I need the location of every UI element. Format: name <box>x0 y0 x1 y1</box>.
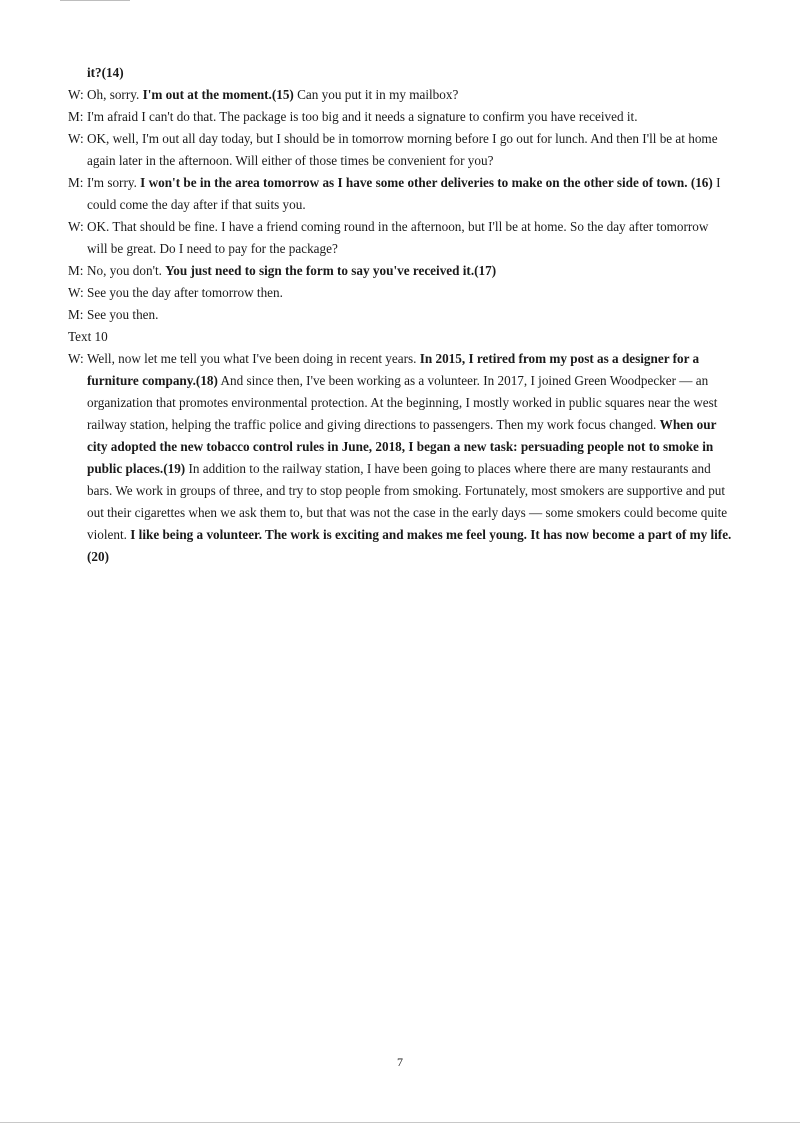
transcript-line <box>68 326 732 348</box>
answer-clue: it?(14) <box>87 65 124 80</box>
section-text <box>68 62 732 84</box>
transcript-line <box>68 304 732 326</box>
text-segment: OK. That should be fine. I have a friend coming round in the afternoon, but I'll be at home. So the day after tomorrow will be great. Do I need to pay for the package? <box>87 219 709 256</box>
transcript-line <box>68 172 732 216</box>
utterance <box>68 84 732 106</box>
answer-clue: I won't be in the area tomorrow as I have some other deliveries to make on the other side of town. (16) <box>140 175 713 190</box>
answer-clue: In 2015, I retired from my post as a designer for a furniture company.(18) <box>87 351 700 388</box>
page-number: 7 <box>397 1055 403 1069</box>
transcript <box>68 62 732 568</box>
speaker-label: W: <box>68 131 84 146</box>
text-segment: I'm afraid I can't do that. The package is too big and it needs a signature to confirm you have received it. <box>87 109 638 124</box>
speaker-label: M: <box>68 263 84 278</box>
text-segment: OK, well, I'm out all day today, but I should be in tomorrow morning before I go out for lunch. And then I'll be at home again later in the afternoon. Will either of those times be convenient for you? <box>87 131 718 168</box>
transcript-line <box>68 62 732 84</box>
section-text <box>68 326 732 348</box>
text-segment: See you the day after tomorrow then. <box>87 285 283 300</box>
text-segment: And since then, I've been working as a volunteer. In 2017, I joined Green Woodpecker — an organization that promotes environmental protection. At the beginning, I mostly worked in public squares near the west railway station, helping the traffic police and giving directions to passengers. Then my work focus changed. <box>87 373 718 432</box>
text-segment: In addition to the railway station, I have been going to places where there are many restaurants and bars. We work in groups of three, and try to stop people from smoking. Fortunately, most smokers are supportive and put out their cigarettes when we ask them to, but that was not the case in the early days — some smokers could become quite violent. <box>87 461 728 542</box>
utterance <box>68 216 732 260</box>
bottom-rule <box>0 1122 800 1123</box>
speaker-label: W: <box>68 219 84 234</box>
transcript-line <box>68 260 732 282</box>
transcript-line <box>68 216 732 260</box>
top-rule <box>60 0 130 1</box>
answer-clue: I'm out at the moment.(15) <box>142 87 294 102</box>
speaker-label: W: <box>68 351 84 366</box>
speaker-label: M: <box>68 307 84 322</box>
text-segment: See you then. <box>87 307 159 322</box>
transcript-line <box>68 348 732 568</box>
utterance <box>68 260 732 282</box>
utterance <box>68 282 732 304</box>
text-segment: I could come the day after if that suits you. <box>87 175 721 212</box>
transcript-line <box>68 282 732 304</box>
utterance <box>68 348 732 568</box>
utterance <box>68 304 732 326</box>
text-segment: No, you don't. <box>87 263 166 278</box>
utterance <box>68 106 732 128</box>
speaker-label: M: <box>68 109 84 124</box>
speaker-label: M: <box>68 175 84 190</box>
utterance <box>68 172 732 216</box>
utterance <box>68 128 732 172</box>
transcript-line <box>68 128 732 172</box>
answer-clue: You just need to sign the form to say you've received it.(17) <box>165 263 497 278</box>
speaker-label: W: <box>68 285 84 300</box>
transcript-line <box>68 84 732 106</box>
text-segment: Text 10 <box>68 329 108 344</box>
text-segment: Can you put it in my mailbox? <box>293 87 459 102</box>
text-segment: Oh, sorry. <box>87 87 143 102</box>
answer-clue: When our city adopted the new tobacco control rules in June, 2018, I began a new task: persuading people not to smoke in public places.(19) <box>87 417 717 476</box>
speaker-label: W: <box>68 87 84 102</box>
text-segment: I'm sorry. <box>87 175 141 190</box>
answer-clue: I like being a volunteer. The work is exciting and makes me feel young. It has now become a part of my life.(20) <box>87 527 732 564</box>
transcript-line <box>68 106 732 128</box>
text-segment: Well, now let me tell you what I've been doing in recent years. <box>87 351 420 366</box>
